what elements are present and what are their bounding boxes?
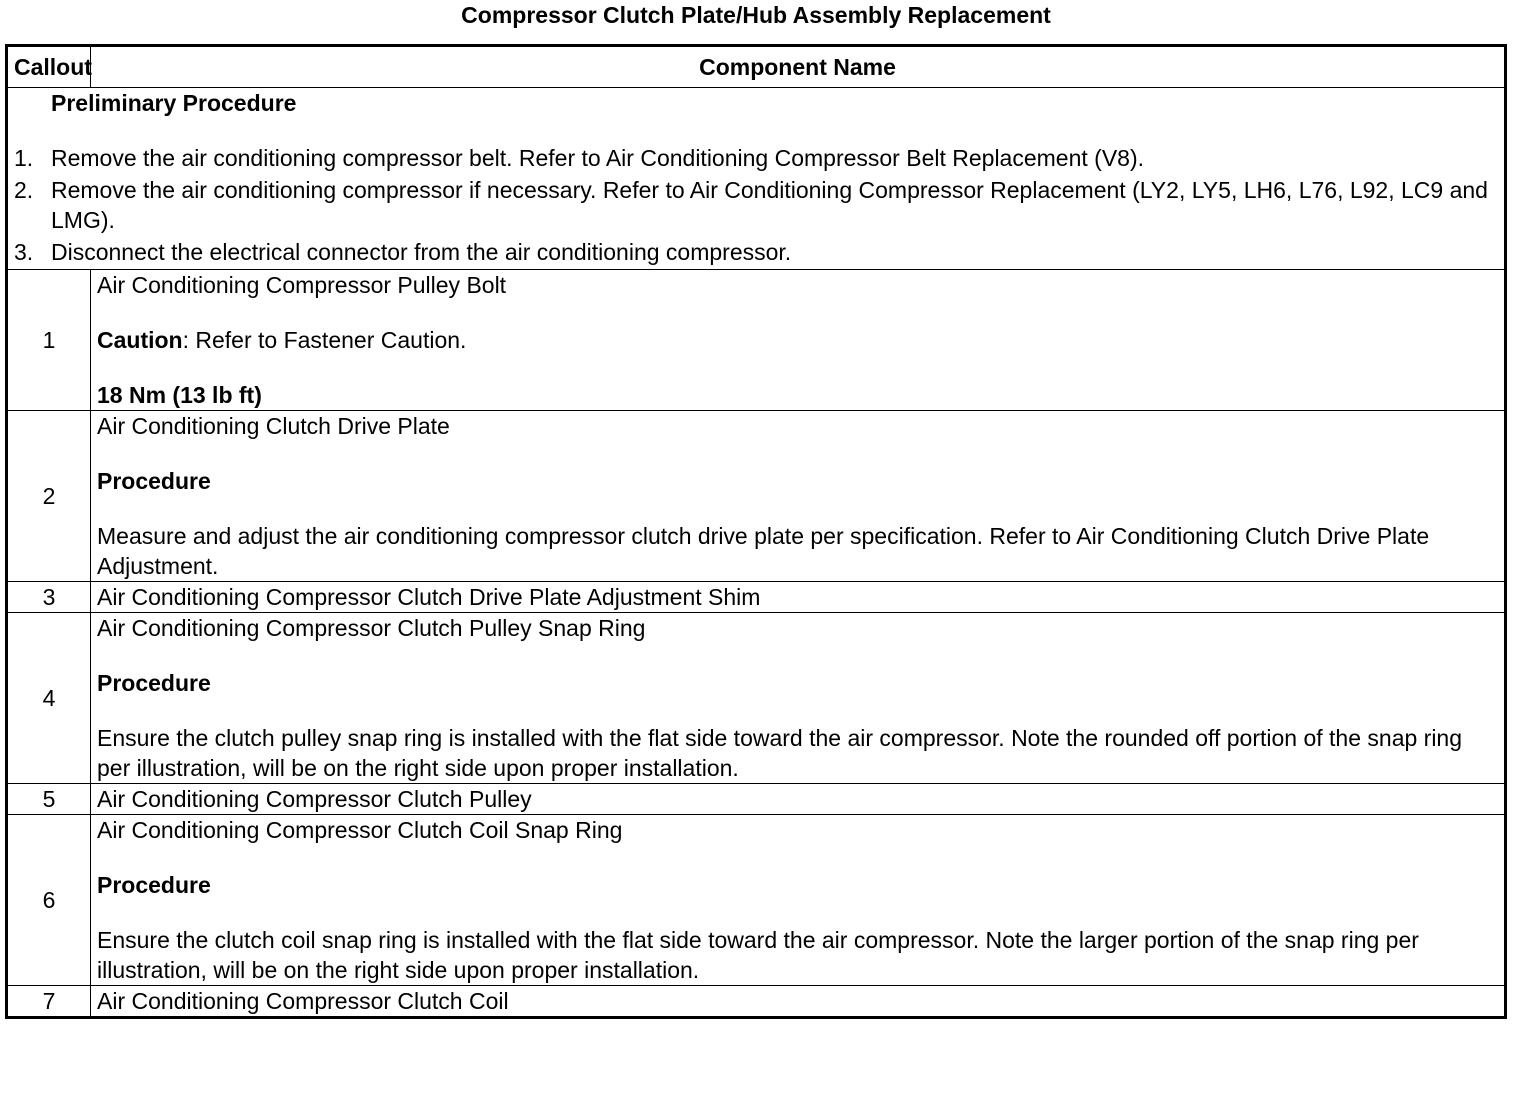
component-name-column-header: Component Name (91, 46, 1506, 88)
step-text: Remove the air conditioning compressor belt. Refer to Air Conditioning Compressor Belt Replacement (V8). (51, 145, 1145, 171)
callout-number: 1 (7, 270, 91, 411)
procedure-text: Ensure the clutch pulley snap ring is installed with the flat side toward the air compressor. Note the rounded off portion of the snap ring per illustration, will be on the right side upon proper installation. (97, 725, 1463, 781)
caution-label: Caution (97, 327, 183, 353)
component-cell (91, 784, 1506, 815)
component-name: Air Conditioning Compressor Pulley Bolt (97, 272, 507, 298)
procedure-label: Procedure (97, 872, 211, 898)
callout-number: 5 (7, 784, 91, 815)
list-item (14, 175, 1498, 235)
caution-text: : Refer to Fastener Caution. (182, 327, 467, 353)
callout-number: 4 (7, 613, 91, 784)
callout-number: 6 (7, 815, 91, 986)
component-cell (91, 270, 1506, 411)
component-cell (91, 815, 1506, 986)
callout-table (5, 44, 1507, 1019)
torque-spec: 18 Nm (13 lb ft) (97, 382, 262, 408)
list-item (14, 237, 1498, 267)
step-text: Remove the air conditioning compressor if necessary. Refer to Air Conditioning Compressor Replacement (LY2, LY5, LH6, L76, L92, LC9 and LMG). (51, 177, 1488, 233)
component-cell (91, 411, 1506, 582)
procedure-text: Ensure the clutch coil snap ring is installed with the flat side toward the air compressor. Note the larger portion of the snap ring per illustration, will be on the right side upon proper installation. (97, 927, 1419, 983)
procedure-text: Measure and adjust the air conditioning compressor clutch drive plate per specification. Refer to Air Conditioning Clutch Drive Plate Adjustment. (97, 523, 1430, 579)
component-name: Air Conditioning Clutch Drive Plate (97, 413, 450, 439)
preliminary-procedure-cell (7, 88, 1506, 270)
step-number: 3. (14, 239, 34, 265)
table-header-row (7, 46, 1506, 88)
procedure-label: Procedure (97, 670, 211, 696)
table-row (7, 986, 1506, 1018)
table-row (7, 270, 1506, 411)
component-cell (91, 613, 1506, 784)
component-name: Air Conditioning Compressor Clutch Pulley Snap Ring (97, 615, 646, 641)
caution-note (97, 325, 1498, 355)
step-number: 2. (14, 177, 34, 203)
component-name: Air Conditioning Compressor Clutch Coil Snap Ring (97, 817, 623, 843)
table-row (7, 411, 1506, 582)
callout-column-header: Callout (7, 46, 91, 88)
component-cell (91, 582, 1506, 613)
preliminary-procedure-heading: Preliminary Procedure (51, 90, 297, 116)
callout-number: 3 (7, 582, 91, 613)
table-row (7, 784, 1506, 815)
callout-number: 2 (7, 411, 91, 582)
component-name: Air Conditioning Compressor Clutch Coil (97, 988, 509, 1014)
preliminary-steps-list (14, 143, 1498, 267)
callout-number: 7 (7, 986, 91, 1018)
table-row (7, 815, 1506, 986)
component-name: Air Conditioning Compressor Clutch Pulley (97, 786, 532, 812)
list-item (14, 143, 1498, 173)
step-text: Disconnect the electrical connector from the air conditioning compressor. (51, 239, 792, 265)
page-title: Compressor Clutch Plate/Hub Assembly Replacement (461, 2, 1051, 28)
table-row (7, 613, 1506, 784)
component-name: Air Conditioning Compressor Clutch Drive Plate Adjustment Shim (97, 584, 761, 610)
component-cell (91, 986, 1506, 1018)
procedure-label: Procedure (97, 468, 211, 494)
table-row (7, 582, 1506, 613)
preliminary-procedure-row (7, 88, 1506, 270)
step-number: 1. (14, 145, 34, 171)
